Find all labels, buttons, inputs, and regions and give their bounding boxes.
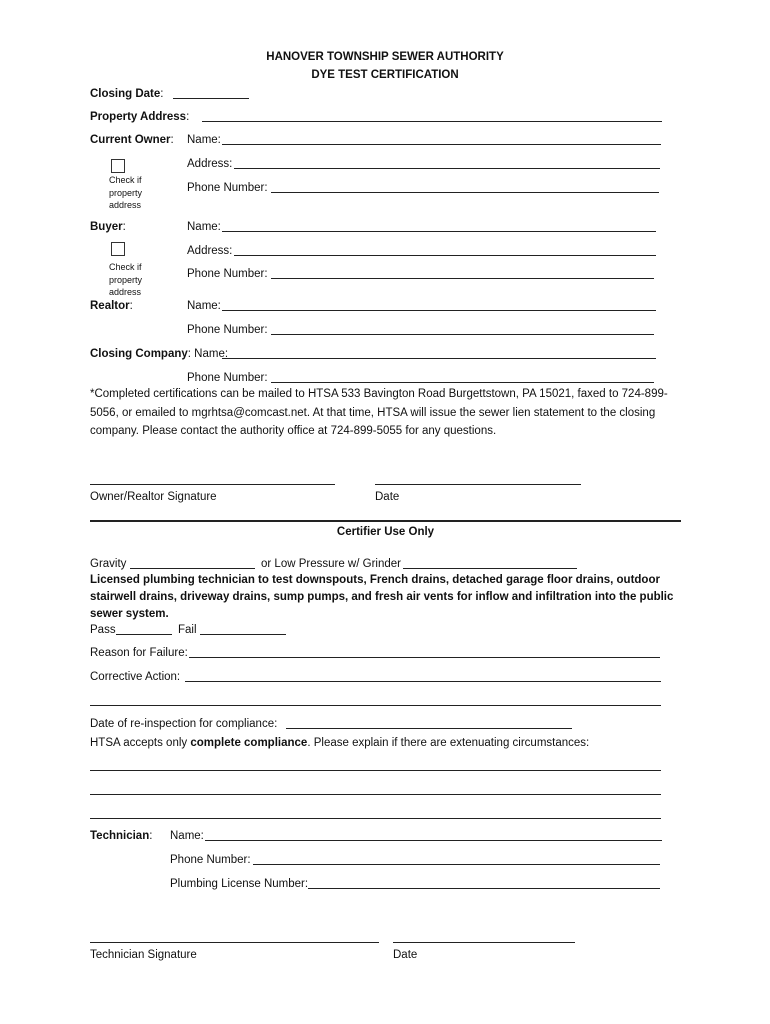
realtor-name-label: Name: [187, 300, 221, 312]
technician-date-label: Date [393, 949, 418, 961]
technician-signature-label: Technician Signature [90, 949, 197, 961]
owner-name-field[interactable] [222, 144, 661, 145]
technician-name-field[interactable] [205, 840, 662, 841]
buyer-property-checkbox[interactable] [111, 242, 125, 256]
closing-date-field[interactable] [173, 98, 249, 99]
license-number-label: Plumbing License Number: [170, 878, 309, 890]
technician-label: Technician: [90, 830, 153, 842]
low-pressure-field[interactable] [403, 568, 577, 569]
form-title: HANOVER TOWNSHIP SEWER AUTHORITY [266, 51, 504, 63]
owner-date-label: Date [375, 491, 400, 503]
technician-signature-field[interactable] [90, 942, 379, 943]
buyer-address-label: Address: [187, 245, 233, 257]
license-number-field[interactable] [308, 888, 660, 889]
explanation-field-1[interactable] [90, 770, 661, 771]
certifier-heading: Certifier Use Only [336, 526, 435, 538]
owner-signature-field[interactable] [90, 484, 335, 485]
owner-phone-label: Phone Number: [187, 182, 268, 194]
realtor-name-field[interactable] [222, 310, 656, 311]
compliance-note: HTSA accepts only complete compliance. Please explain if there are extenuating circumstances: [90, 737, 590, 749]
owner-phone-field[interactable] [271, 192, 659, 193]
owner-signature-label: Owner/Realtor Signature [90, 491, 217, 503]
buyer-name-field[interactable] [222, 231, 656, 232]
explanation-field-2[interactable] [90, 794, 661, 795]
current-owner-label: Current Owner: [90, 134, 174, 146]
submission-notice: *Completed certifications can be mailed to HTSA 533 Bavington Road Burgettstown, PA 15021, faxed to 724-899-5056, or emailed to mgrhtsa@comcast.net. At that time, HTSA will issue the sewer lien statement to the closing company. Please contact the authority office at 724-899-5055 for any questions. [90, 388, 668, 437]
closing-date-label: Closing Date: [90, 88, 164, 100]
reinspection-label: Date of re-inspection for compliance: [90, 718, 278, 730]
reinspection-field[interactable] [286, 728, 572, 729]
corrective-action-label: Corrective Action: [90, 671, 181, 683]
corrective-action-field[interactable] [185, 681, 661, 682]
form-subtitle: DYE TEST CERTIFICATION [311, 69, 459, 81]
closing-company-label: Closing Company: Name: [90, 348, 229, 360]
technician-instruction: Licensed plumbing technician to test downspouts, French drains, detached garage floor drains, outdoor stairwell drains, driveway drains, sump pumps, and fresh air vents for inflow and infiltration into the public sewer system. [90, 574, 674, 620]
pass-field[interactable] [116, 634, 172, 635]
pass-label: Pass [90, 624, 116, 636]
owner-check-note: Check if property address [109, 175, 143, 210]
reason-label: Reason for Failure: [90, 647, 188, 659]
technician-phone-field[interactable] [253, 864, 660, 865]
realtor-phone-field[interactable] [271, 334, 654, 335]
realtor-phone-label: Phone Number: [187, 324, 268, 336]
owner-address-label: Address: [187, 158, 233, 170]
buyer-name-label: Name: [187, 221, 221, 233]
low-pressure-label: or Low Pressure w/ Grinder [261, 558, 401, 570]
explanation-field-3[interactable] [90, 818, 661, 819]
fail-field[interactable] [200, 634, 286, 635]
owner-address-field[interactable] [234, 168, 660, 169]
buyer-phone-field[interactable] [271, 278, 654, 279]
gravity-field[interactable] [130, 568, 255, 569]
technician-phone-label: Phone Number: [170, 854, 251, 866]
section-divider [90, 520, 681, 522]
buyer-label: Buyer: [90, 221, 126, 233]
realtor-label: Realtor: [90, 300, 133, 312]
owner-date-field[interactable] [375, 484, 581, 485]
owner-name-label: Name: [187, 134, 221, 146]
buyer-phone-label: Phone Number: [187, 268, 268, 280]
gravity-label: Gravity [90, 558, 127, 570]
buyer-address-field[interactable] [234, 255, 656, 256]
closing-company-phone-field[interactable] [271, 382, 654, 383]
technician-date-field[interactable] [393, 942, 575, 943]
closing-company-phone-label: Phone Number: [187, 372, 268, 384]
fail-label: Fail [178, 624, 197, 636]
property-address-label: Property Address: [90, 111, 190, 123]
corrective-action-field-2[interactable] [90, 705, 661, 706]
reason-field[interactable] [189, 657, 660, 658]
owner-property-checkbox[interactable] [111, 159, 125, 173]
closing-company-name-field[interactable] [222, 358, 656, 359]
property-address-field[interactable] [202, 121, 662, 122]
technician-name-label: Name: [170, 830, 204, 842]
buyer-check-note: Check if property address [109, 262, 143, 297]
